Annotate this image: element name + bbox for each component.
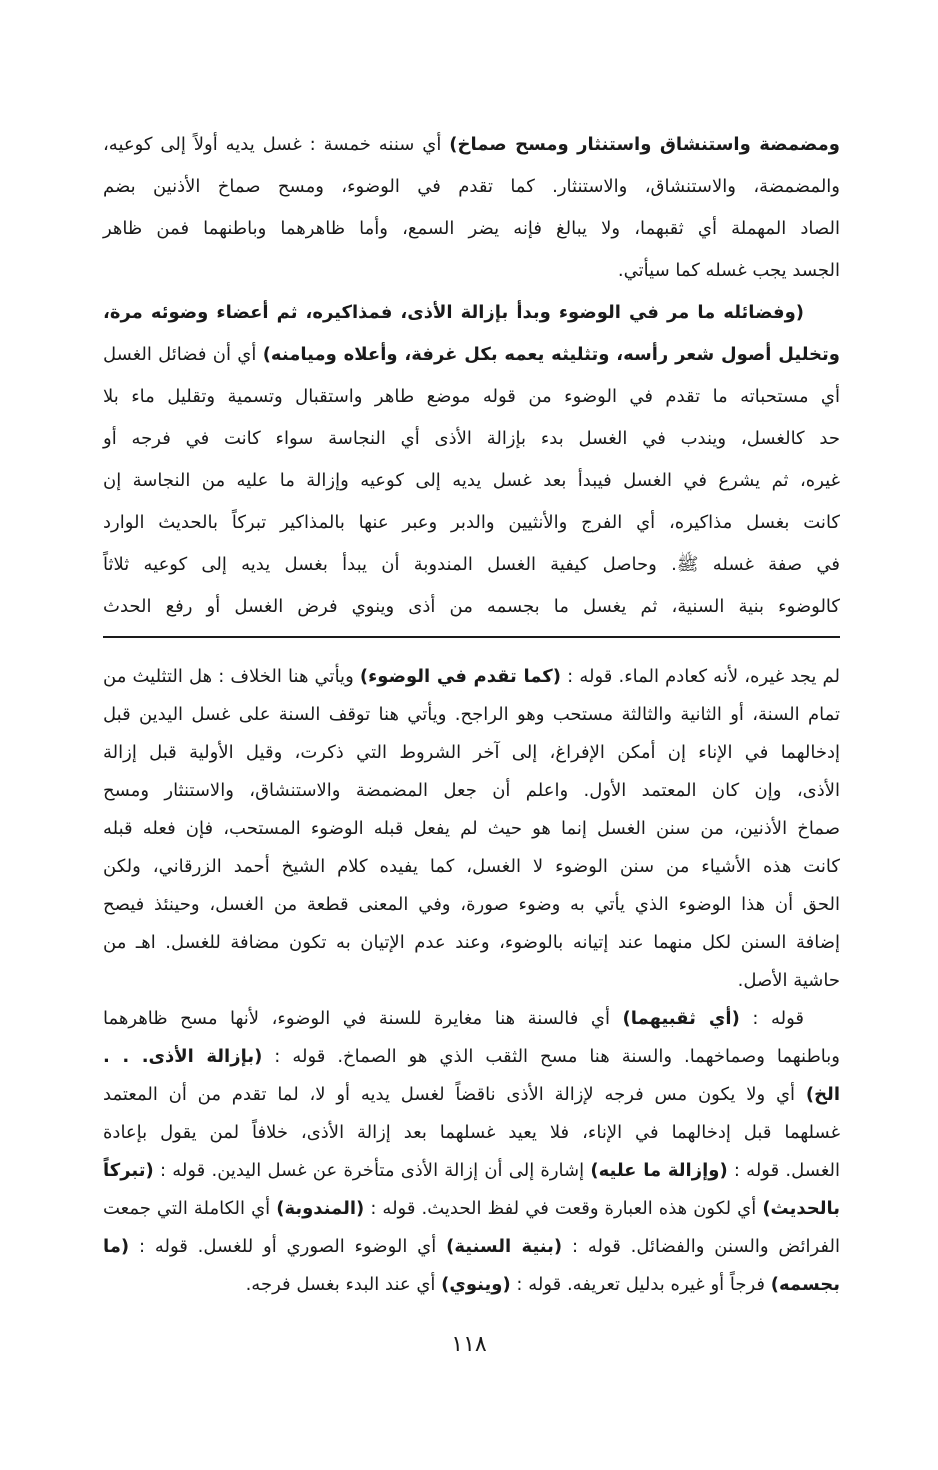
bold-phrase: (كما تقدم في الوضوء) xyxy=(359,666,562,687)
footnote-line xyxy=(103,1114,840,1152)
footnote-line xyxy=(103,1038,840,1076)
main-text-line xyxy=(103,544,840,586)
footnote-line xyxy=(103,696,840,734)
text-run: الفرائض والسنن والفضائل. قوله : xyxy=(562,1236,841,1257)
bold-phrase: الخ) xyxy=(805,1084,840,1105)
main-text-line xyxy=(103,166,840,208)
text-run: أي سننه خمسة : غسل يديه أولاً إلى كوعيه، xyxy=(103,134,450,155)
main-text-line xyxy=(103,418,840,460)
bold-phrase: (تبركاً xyxy=(103,1160,154,1181)
text-run: الأذى، وإن كان المعتمد الأول. واعلم أن جعل المضمضة والاستنشاق، والاستنثار ومسح xyxy=(103,780,840,801)
footnote-line xyxy=(103,962,840,1000)
bold-phrase: بالحديث) xyxy=(762,1198,840,1219)
text-run: غيره، ثم يشرع في الغسل فيبدأ بعد غسل يديه إلى كوعيه وإزالة ما عليه من النجاسة إن xyxy=(103,470,840,491)
footnote-line xyxy=(103,734,840,772)
text-run: في صفة غسله ﷺ. وحاصل كيفية الغسل المندوبة أن يبدأ بغسل يديه إلى كوعيه ثلاثاً xyxy=(103,554,840,575)
main-text-line xyxy=(103,124,840,166)
text-run: لم يجد غيره، لأنه كعادم الماء. قوله : xyxy=(561,666,840,687)
text-run: كالوضوء بنية السنية، ثم يغسل ما بجسمه من أذى وينوي فرض الغسل أو رفع الحدث xyxy=(103,596,840,617)
text-run: وباطنهما وصماخهما. والسنة هنا مسح الثقب الذي هو الصماخ. قوله : xyxy=(262,1046,840,1067)
bold-phrase: بجسمه) xyxy=(770,1274,840,1295)
text-run: أي الكاملة التي جمعت xyxy=(103,1198,277,1219)
main-text-line xyxy=(103,502,840,544)
text-run: ويأتي هنا الخلاف : هل التثليث من xyxy=(103,666,360,687)
main-text-line xyxy=(103,460,840,502)
text-run: كانت بغسل مذاكيره، أي الفرج والأنثيين والدبر وعبر عنها بالمذاكير تبركاً بالحديث الوارد xyxy=(103,512,840,533)
bold-phrase: (بنية السنية) xyxy=(446,1236,563,1257)
text-run: إدخالهما في الإناء إن أمكن الإفراغ، إلى آخر الشروط التي ذكرت، وقيل الأولية قبل إزالة xyxy=(103,742,840,763)
text-run: والمضمضة، والاستنشاق، والاستنثار. كما تقدم في الوضوء، ومسح صماخ الأذنين بضم xyxy=(103,176,840,197)
main-text-line xyxy=(103,586,840,628)
bold-phrase: وتخليل أصول شعر رأسه، وتثليثه يعمه بكل غرفة، وأعلاه وميامنه) xyxy=(262,344,840,365)
page-number: ١١٨ xyxy=(451,1332,487,1357)
footnote-line xyxy=(103,1228,840,1266)
main-text-line xyxy=(103,208,840,250)
bold-phrase: (وينوي) xyxy=(441,1274,511,1295)
footnote-line xyxy=(103,1190,840,1228)
footnotes xyxy=(103,658,840,1304)
text-run: إشارة إلى أن إزالة الأذى متأخرة عن غسل اليدين. قوله : xyxy=(153,1160,591,1181)
text-run: الجسد يجب غسله كما سيأتي. xyxy=(617,260,840,281)
text-run: صماخ الأذنين، من سنن الغسل إنما هو حيث لم يفعل قبله الوضوء المستحب، فإن فعله قبله xyxy=(103,818,840,839)
text-run: كانت هذه الأشياء من سنن الوضوء لا الغسل، كما يفيده كلام الشيخ أحمد الزرقاني، ولكن xyxy=(103,856,840,877)
footnote-line xyxy=(103,1266,840,1304)
footnote-line xyxy=(103,848,840,886)
main-text-line xyxy=(103,250,840,292)
main-text xyxy=(103,124,840,628)
bold-phrase: (أي ثقبيهما) xyxy=(622,1008,740,1029)
text-run: تمام السنة، أو الثانية والثالثة مستحب وهو الراجح. ويأتي هنا توقف السنة على غسل اليدين قبل xyxy=(103,704,840,725)
text-run: غسلهما قبل إدخالهما في الإناء، فلا يعيد غسلهما بعد إزالة الأذى، خلافاً لمن يقول بإعادة xyxy=(103,1122,840,1143)
bold-phrase: (ما xyxy=(103,1236,130,1257)
text-run: قوله : xyxy=(739,1008,805,1029)
text-run: إضافة السنن لكل منهما عند إتيانه بالوضوء، وعند عدم الإتيان به تكون مضافة للغسل. اهـ من xyxy=(103,932,840,953)
text-run: أي فالسنة هنا مغايرة للسنة في الوضوء، لأنها مسح ظاهرهما xyxy=(103,1008,623,1029)
main-text-line xyxy=(103,376,840,418)
text-run: أي لكون هذه العبارة وقعت في لفظ الحديث. قوله : xyxy=(364,1198,763,1219)
bold-phrase: (المندوبة) xyxy=(276,1198,365,1219)
text-run: الحق أن هذا الوضوء الذي يأتي به وضوء صورة، وفي المعنى قطعة من الغسل، وحينئذ فيصح xyxy=(103,894,840,915)
bold-phrase: (بإزالة الأذى. . . xyxy=(103,1046,263,1067)
text-run: أي أن فضائل الغسل xyxy=(103,344,263,365)
text-run: الغسل. قوله : xyxy=(727,1160,840,1181)
text-run: أي ولا يكون مس فرجه لإزالة الأذى ناقضاً لغسل يديه أو لا، لما تقدم من أن المعتمد xyxy=(103,1084,806,1105)
footnote-line xyxy=(103,772,840,810)
bold-phrase: ومضمضة واستنشاق واستنثار ومسح صماخ) xyxy=(449,134,840,155)
text-run: حاشية الأصل. xyxy=(737,970,840,991)
footnote-separator xyxy=(103,636,840,638)
text-run: أي مستحباته ما تقدم في الوضوء من قوله موضع طاهر واستقبال وتسمية وتقليل ماء بلا xyxy=(103,386,840,407)
footnote-line xyxy=(103,1152,840,1190)
text-run: الصاد المهملة أي ثقبهما، ولا يبالغ فإنه يضر السمع، وأما ظاهرهما وباطنهما فمن ظاهر xyxy=(103,218,840,239)
footnote-line xyxy=(103,886,840,924)
text-run: حد كالغسل، ويندب في الغسل بدء بإزالة الأذى أي النجاسة سواء كانت في فرجه أو xyxy=(103,428,840,449)
main-text-line xyxy=(103,334,840,376)
text-run: فرجاً أو غيره بدليل تعريفه. قوله : xyxy=(510,1274,771,1295)
bold-phrase: (وفضائله ما مر في الوضوء وبدأ بإزالة الأذى، فمذاكيره، ثم أعضاء وضوئه مرة، xyxy=(103,302,804,323)
bold-phrase: (وإزالة ما عليه) xyxy=(590,1160,728,1181)
footnote-line xyxy=(103,1000,840,1038)
text-run: أي الوضوء الصوري أو للغسل. قوله : xyxy=(129,1236,447,1257)
footnote-line xyxy=(103,924,840,962)
text-run: أي عند البدء بغسل فرجه. xyxy=(245,1274,442,1295)
footnote-line xyxy=(103,1076,840,1114)
footnote-line xyxy=(103,810,840,848)
footnote-line xyxy=(103,658,840,696)
main-text-line xyxy=(103,292,840,334)
